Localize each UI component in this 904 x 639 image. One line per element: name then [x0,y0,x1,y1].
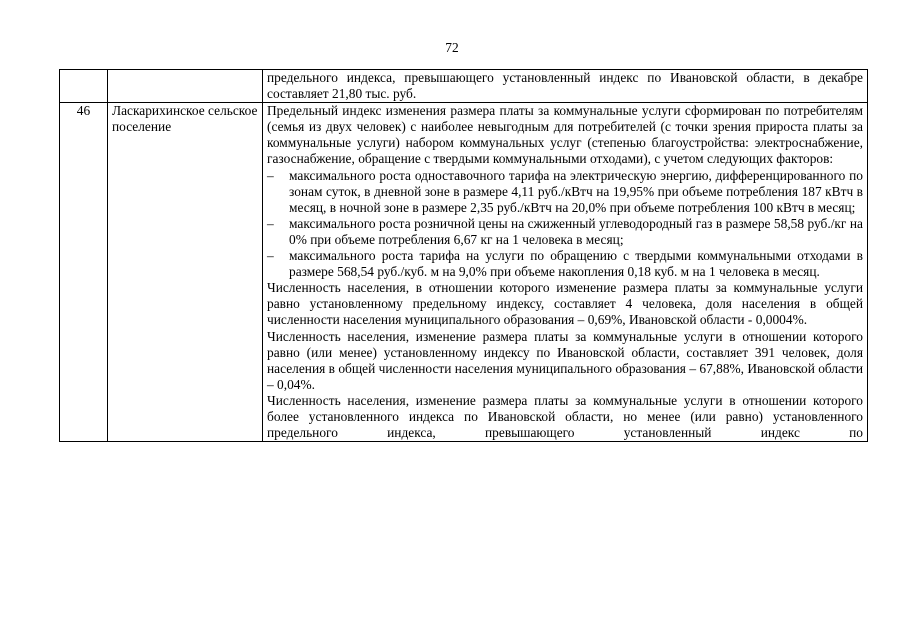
population-paragraph: Численность населения, в отношении которого изменение размера платы за коммунальные услуги равно установленному предельному индексу, составляет 4 человека, доля населения в общей численности населения муниципального образования – 0,69%, Ивановской области - 0,0004%. [267,280,863,328]
table-row [60,103,868,442]
factor-list-item [267,216,863,248]
description-cell [263,103,868,442]
population-paragraph: Численность населения, изменение размера платы за коммунальные услуги в отношении которого равно (или менее) установленному индексу по Ивановской области, составляет 391 человек, доля населения в общей численности населения муниципального образования – 67,88%, Ивановской области – 0,04%. [267,328,863,392]
dash-marker: – [267,248,274,264]
dash-marker: – [267,167,274,183]
municipality-name-cell: Ласкарихинское сельское поселение [108,103,263,442]
factor-list-item [267,248,863,280]
factor-text: максимального роста розничной цены на сжиженный углеводородный газ в размере 58,58 руб./кг на 0% при объеме потребления 6,67 кг на 1 человека в месяц; [289,215,863,247]
page-number: 72 [445,40,459,55]
intro-paragraph: Предельный индекс изменения размера платы за коммунальные услуги сформирован по потребителям (семья из двух человек) с наиболее невыгодным для потребителей (с точки зрения прироста платы за коммунальные услуги) набором коммунальных услуг (степенью благоустройства: электроснабжение, газоснабжение, обращение с твердыми коммунальными отходами), с учетом следующих факторов: [267,103,863,167]
factor-list-item [267,168,863,216]
factor-text: максимального роста одноставочного тарифа на электрическую энергию, дифференцированного по зонам суток, в дневной зоне в размере 4,11 руб./кВтч на 19,95% при объеме потребления 187 кВтч в месяц, в ночной зоне в размере 2,35 руб./кВтч на 20,0% при объеме потребления 100 кВтч в месяц; [289,167,863,215]
municipal-index-table [59,69,868,442]
factor-text: максимального роста тарифа на услуги по обращению с твердыми коммунальными отходами в размере 568,54 руб./куб. м на 9,0% при объеме накопления 0,18 куб. м на 1 человека в месяц. [289,248,863,280]
continuation-text: предельного индекса, превышающего установленный индекс по Ивановской области, в декабре составляет 21,80 тыс. руб. [267,70,863,102]
table-row [60,70,868,103]
row-number-cell: 46 [60,103,108,442]
row-number-cell [60,70,108,103]
description-cell [263,70,868,103]
population-paragraph: Численность населения, изменение размера платы за коммунальные услуги в отношении которого более установленного индекса по Ивановской области, но менее (или равно) установленного предельного индекса, превышающего установленный индекс по [267,392,863,441]
municipality-name-cell [108,70,263,103]
dash-marker: – [267,215,274,231]
